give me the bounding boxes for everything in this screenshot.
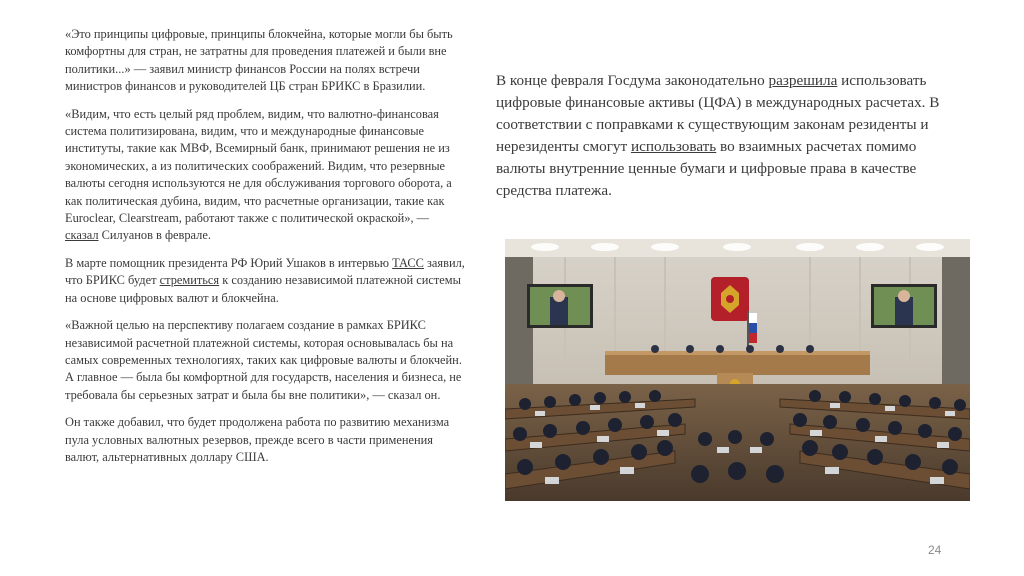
right-text-block (496, 70, 966, 202)
paragraph-ushakov (65, 255, 465, 307)
text: использовать цифровые финансовые активы (ЦФА) в международных расчетах. В соответствии с поправками к существующим законам резиденты и нерезиденты смогут (496, 72, 940, 155)
left-text-column (65, 26, 465, 476)
text: «Видим, что есть целый ряд проблем, видим, что валютно-финансовая система политизирована, видим, что и международные финансовые институты, такие как МВФ, Всемирный банк, принимают решения не из экономических, а из политических соображений. Видим, что резервные валюты сегодня используются не для обслуживания торгового оборота, а как политическая дубина, видим, что расчетные организации, такие как Euroclear, Clearstream, работают также с политической окраской», — (65, 106, 452, 226)
link-tass[interactable]: ТАСС (392, 255, 424, 270)
text: В марте помощник президента РФ Юрий Ушаков в интервью (65, 255, 393, 270)
paragraph-reserves-pool: Он также добавил, что будет продолжена работа по развитию механизма пула условных валютных резервов, прежде всего в части применения валют, альтернативных доллару США. (65, 415, 450, 464)
text: во взаимных расчетах помимо валюты внутренние ценные бумаги и цифровые права в качестве средства платежа. (496, 138, 917, 199)
paragraph-duma (496, 70, 966, 202)
link-stremitsya[interactable]: стремиться (159, 273, 220, 288)
left-screen (527, 284, 593, 328)
duma-session-photo (505, 239, 970, 501)
duma-hall-illustration (505, 239, 970, 501)
text: заявил, что БРИКС будет (65, 255, 465, 288)
text: Силуанов в феврале. (98, 228, 211, 243)
text: к созданию независимой платежной системы на основе цифровых валют и блокчейна. (65, 273, 461, 305)
paragraph-ushakov-quote: «Важной целью на перспективу полагаем создание в рамках БРИКС независимой расчетной платежной системы, которая основывалась бы на самых современных технологиях, таких как цифровые валюты и блокчейн. А главное — была бы комфортной для государств, населения и бизнеса, не требовала бы серьезных затрат и была бы вне политики», — сказал он. (65, 318, 462, 402)
paragraph-siluanov-quote-1: «Это принципы цифровые, принципы блокчейна, которые могли бы быть комфортны для стран, не затратны для проведения платежей и были вне политики...» — заявил министр финансов России на полях встречи министров финансов и руководителей ЦБ стран БРИКС в Бразилии. (65, 27, 453, 94)
link-ispolzovat[interactable]: использовать (630, 138, 717, 155)
text: В конце февраля Госдума законодательно (496, 72, 769, 89)
coat-of-arms-icon (711, 277, 749, 321)
right-screen (871, 284, 937, 328)
paragraph-siluanov-quote-2 (65, 106, 465, 245)
page-number: 24 (928, 543, 942, 557)
link-razreshila[interactable]: разрешила (768, 72, 838, 89)
link-skazal[interactable]: сказал (65, 228, 99, 243)
